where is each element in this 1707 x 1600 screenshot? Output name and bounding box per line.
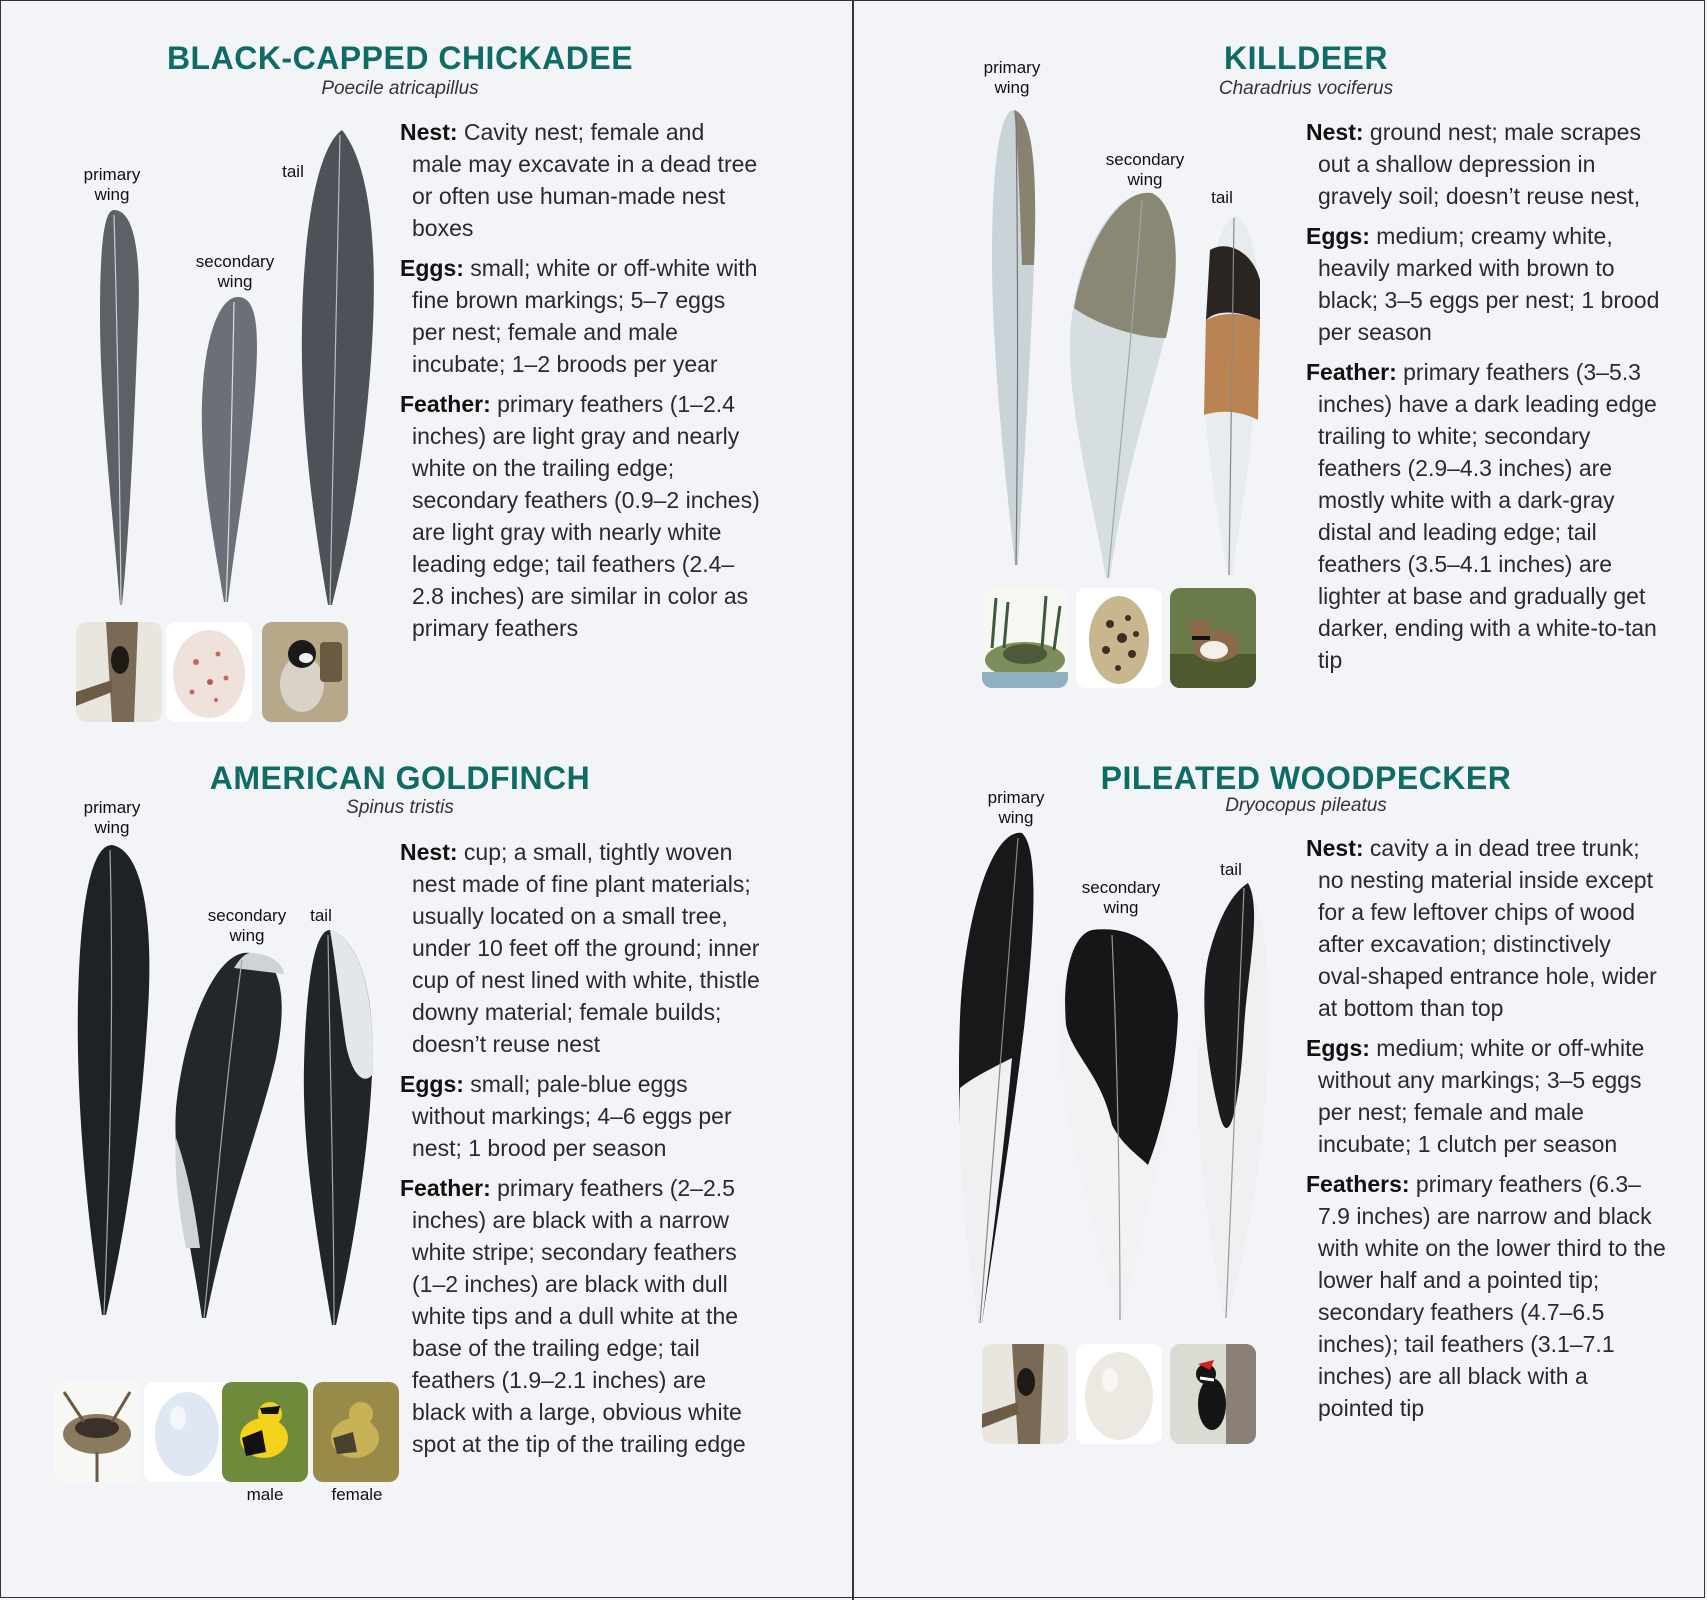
nest-info: Nest: cup; a small, tightly woven nest made of fine plant materials; usually located on a small tree, under 10 feet off the ground; inner cup of nest lined with white, thistle downy material; female builds; doesn’t reuse nest	[400, 839, 760, 1057]
female-bird-thumbnail	[313, 1382, 399, 1482]
primary-wing-feather	[92, 205, 162, 610]
page-divider	[852, 0, 854, 1600]
egg-thumbnail	[1076, 1344, 1162, 1444]
secondary-wing-feather	[150, 948, 290, 1328]
label-primary-wing: primary wing	[83, 798, 141, 837]
species-description	[400, 836, 760, 1468]
secondary-wing-feather	[1052, 925, 1182, 1323]
tail-feather	[292, 125, 382, 613]
eggs-info: Eggs: medium; creamy white, heavily marked with brown to black; 3–5 eggs per nest; 1 brood per season	[1306, 223, 1660, 345]
feather-info: Feather: primary feathers (1–2.4 inches) are light gray and nearly white on the trailing edge; secondary feathers (0.9–2 inches) are light gray with nearly white leading edge; tail feathers (2.4–2.8 inches) are similar in color as primary feathers	[400, 391, 760, 641]
egg-thumbnail	[166, 622, 252, 722]
primary-wing-feather	[70, 840, 160, 1320]
label-primary-wing: primary wing	[983, 58, 1041, 97]
species-title: BLACK-CAPPED CHICKADEE	[166, 40, 634, 76]
species-description	[1306, 832, 1666, 1432]
label-secondary-wing: secondary wing	[1105, 150, 1185, 189]
species-title: PILEATED WOODPECKER	[1100, 760, 1512, 796]
species-description	[400, 116, 760, 652]
label-male: male	[246, 1485, 284, 1504]
feather-info: Feather: primary feathers (2–2.5 inches) are black with a narrow white stripe; secondary feathers (1–2 inches) are black with dull white tips and a dull white at the base of the trailing edge; tail feathers (1.9–2.1 inches) are black with a large, obvious white spot at the tip of the trailing edge	[400, 1175, 746, 1457]
scientific-name: Spinus tristis	[346, 797, 454, 818]
label-tail: tail	[1220, 860, 1242, 879]
label-tail: tail	[310, 906, 332, 925]
nest-thumbnail	[54, 1382, 140, 1482]
nest-thumbnail	[982, 588, 1068, 688]
bird-thumbnail	[262, 622, 348, 722]
nest-info: Nest: cavity a in dead tree trunk; no nesting material inside except for a few leftover chips of wood after excavation; distinctively oval-shaped entrance hole, wider at bottom than top	[1306, 835, 1657, 1021]
nest-info: Nest: Cavity nest; female and male may excavate in a dead tree or often use human-made nest boxes	[400, 119, 758, 241]
tail-feather	[1188, 878, 1276, 1323]
species-description	[1306, 116, 1666, 684]
egg-thumbnail	[1076, 588, 1162, 688]
secondary-wing-feather	[192, 292, 270, 610]
feather-info: Feathers: primary feathers (6.3–7.9 inches) are narrow and black with white on the lower third to the lower half and a pointed tip; secondary feathers (4.7–6.5 inches); tail feathers (3.1–7.1 inches) are all black with a pointed tip	[1306, 1171, 1666, 1421]
feather-info: Feather: primary feathers (3–5.3 inches) have a dark leading edge trailing to white; secondary feathers (2.9–4.3 inches) are mostly white with a dark-gray distal and leading edge; tail feathers (3.5–4.1 inches) are lighter at base and gradually get darker, ending with a white-to-tan tip	[1306, 359, 1657, 673]
label-secondary-wing: secondary wing	[195, 252, 275, 291]
label-primary-wing: primary wing	[83, 165, 141, 204]
label-female: female	[331, 1485, 383, 1504]
eggs-info: Eggs: medium; white or off-white without any markings; 3–5 eggs per nest; female and male incubate; 1 clutch per season	[1306, 1035, 1645, 1157]
nest-thumbnail	[982, 1344, 1068, 1444]
scientific-name: Dryocopus pileatus	[1225, 795, 1387, 816]
male-bird-thumbnail	[222, 1382, 308, 1482]
egg-thumbnail	[144, 1382, 230, 1482]
bird-thumbnail	[1170, 1344, 1256, 1444]
scientific-name: Charadrius vociferus	[1218, 78, 1394, 99]
eggs-info: Eggs: small; pale-blue eggs without markings; 4–6 eggs per nest; 1 brood per season	[400, 1071, 732, 1161]
nest-info: Nest: ground nest; male scrapes out a shallow depression in gravely soil; doesn’t reuse nest,	[1306, 119, 1641, 209]
secondary-wing-feather	[1062, 188, 1184, 583]
scientific-name: Poecile atricapillus	[321, 78, 479, 99]
label-secondary-wing: secondary wing	[1081, 878, 1161, 917]
label-secondary-wing: secondary wing	[207, 906, 287, 945]
primary-wing-feather	[952, 828, 1044, 1328]
species-title: AMERICAN GOLDFINCH	[209, 760, 591, 796]
nest-thumbnail	[76, 622, 162, 722]
label-primary-wing: primary wing	[987, 788, 1045, 827]
bird-thumbnail	[1170, 588, 1256, 688]
tail-feather	[1196, 210, 1266, 580]
primary-wing-feather	[982, 105, 1052, 575]
eggs-info: Eggs: small; white or off-white with fine brown markings; 5–7 eggs per nest; female and male incubate; 1–2 broods per year	[400, 255, 758, 377]
tail-feather	[296, 925, 386, 1330]
species-title: KILLDEER	[1224, 40, 1388, 76]
label-tail: tail	[282, 162, 304, 181]
label-tail: tail	[1211, 188, 1233, 207]
